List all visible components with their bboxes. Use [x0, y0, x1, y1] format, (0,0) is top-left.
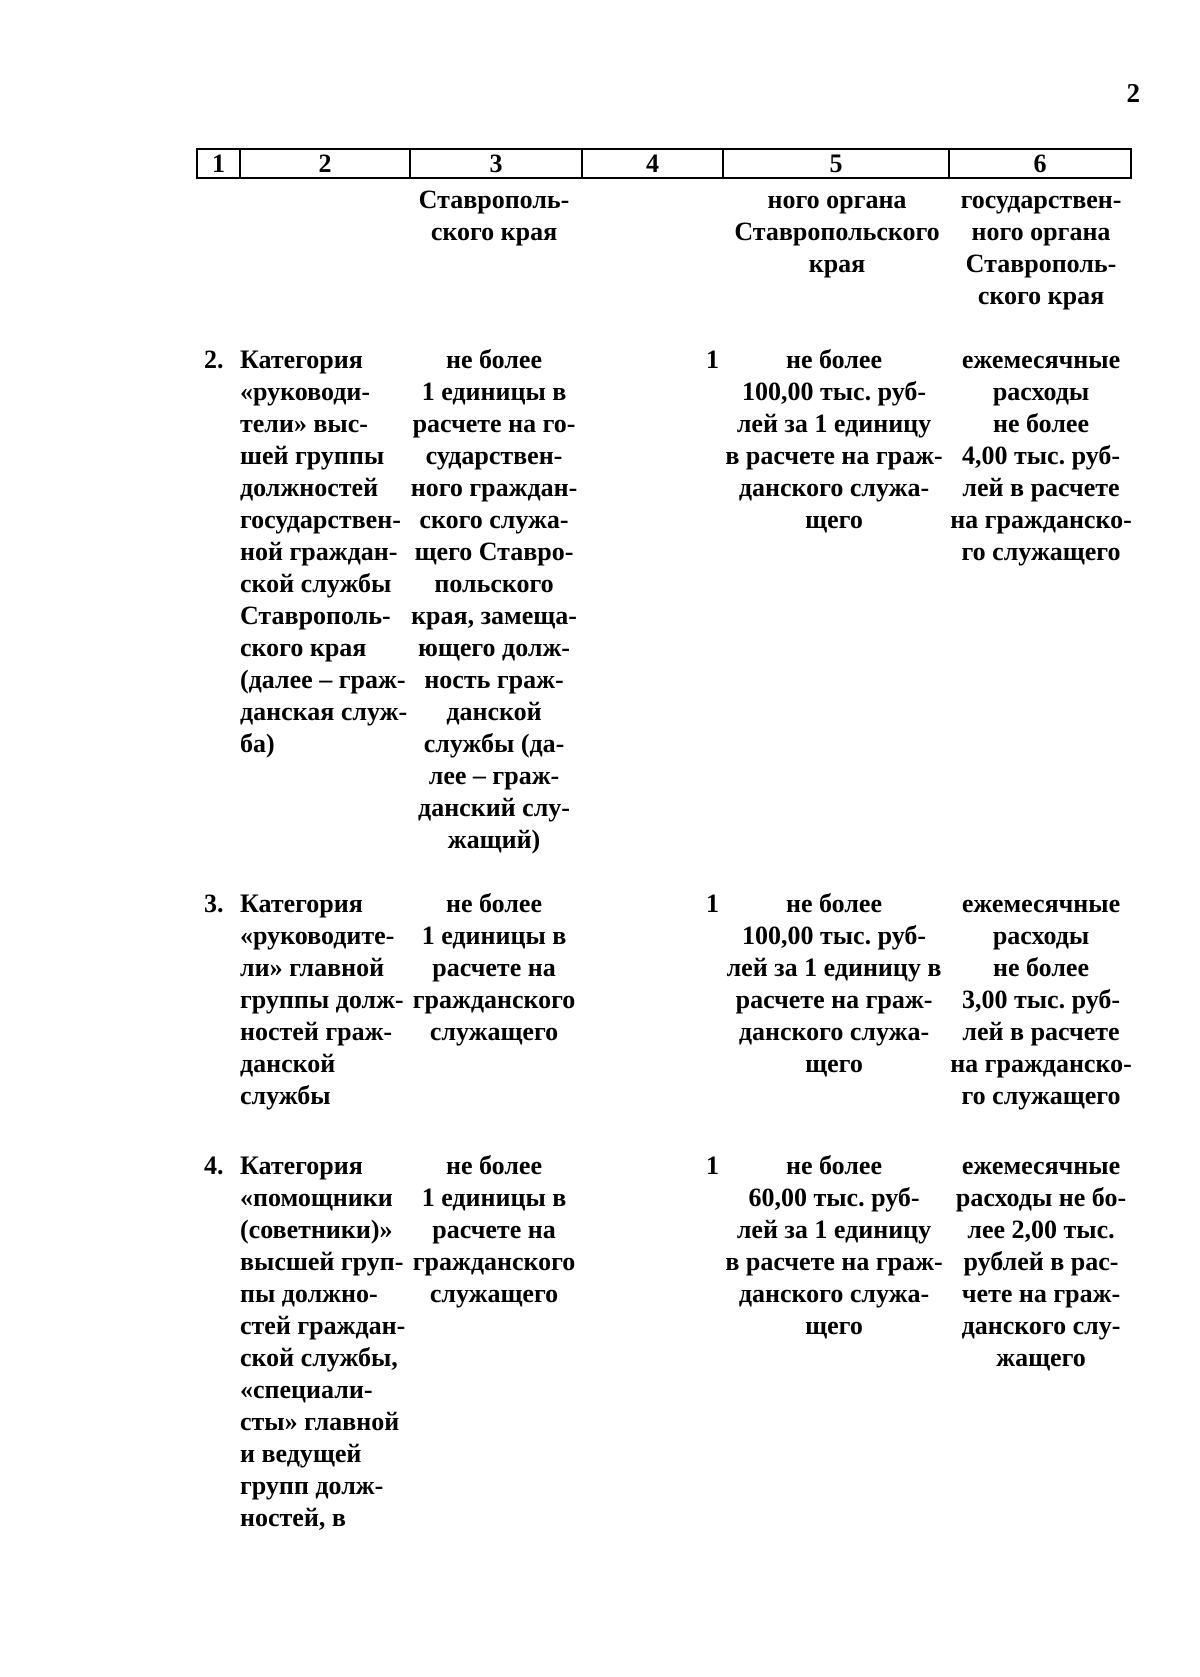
row-4-price: не более 60,00 тыс. руб- лей за 1 единицу в расчете на граж- данского служа- щего [725, 1151, 943, 1340]
row-2-count: 1 [706, 345, 719, 374]
continuation-col6: государствен- ного органа Ставрополь- ского края [960, 185, 1122, 310]
row-2-quantity: не более 1 единицы в расчете на го- сударствен- ного граждан- ского служа- щего Ставро- польского края, замеща- ющего долж- ность граж- данской службы (да- лее – граж- данский слу- жащий) [410, 345, 578, 854]
column-number-5: 5 [723, 149, 949, 178]
row-3-expenses: ежемесячные расходы не более 3,00 тыс. руб- лей в расчете на гражданско- го служащего [950, 889, 1132, 1110]
page-number: 2 [1126, 78, 1140, 108]
column-number-header [196, 148, 1132, 179]
column-number-4: 4 [582, 149, 723, 178]
continuation-col3: Ставрополь- ского края [418, 185, 570, 246]
row-2-category: Категория «руководи- тели» выс- шей группы должностей государствен- ной граждан- ской службы Ставрополь- ского края (далее – граж- данская служ- ба) [240, 345, 408, 758]
row-2-number: 2. [204, 345, 224, 374]
row-4-quantity: не более 1 единицы в расчете на гражданского служащего [412, 1151, 576, 1308]
column-number-6: 6 [949, 149, 1131, 178]
column-number-3: 3 [410, 149, 582, 178]
row-4-count: 1 [706, 1151, 719, 1180]
column-number-1: 1 [197, 149, 240, 178]
row-3-number: 3. [204, 889, 224, 918]
column-number-2: 2 [240, 149, 410, 178]
continuation-col5: ного органа Ставропольского края [734, 185, 940, 278]
row-4-expenses: ежемесячные расходы не бо- лее 2,00 тыс. рублей в рас- чете на граж- данского слу- жащего [955, 1151, 1127, 1372]
row-2-expenses: ежемесячные расходы не более 4,00 тыс. руб- лей в расчете на гражданско- го служащего [950, 345, 1132, 566]
row-3-count: 1 [706, 889, 719, 918]
row-4-number: 4. [204, 1151, 224, 1180]
row-2-price: не более 100,00 тыс. руб- лей за 1 единицу в расчете на граж- данского служа- щего [725, 345, 943, 534]
row-3-category: Категория «руководите- ли» главной группы долж- ностей граж- данской службы [240, 889, 404, 1110]
row-3-price: не более 100,00 тыс. руб- лей за 1 единицу в расчете на граж- данского служа- щего [726, 889, 942, 1078]
row-3-quantity: не более 1 единицы в расчете на гражданского служащего [412, 889, 576, 1046]
row-4-category: Категория «помощники (советники)» высшей груп- пы должно- стей граждан- ской службы, «специали- сты» главной и ведущей групп долж- ностей, в [240, 1151, 406, 1532]
